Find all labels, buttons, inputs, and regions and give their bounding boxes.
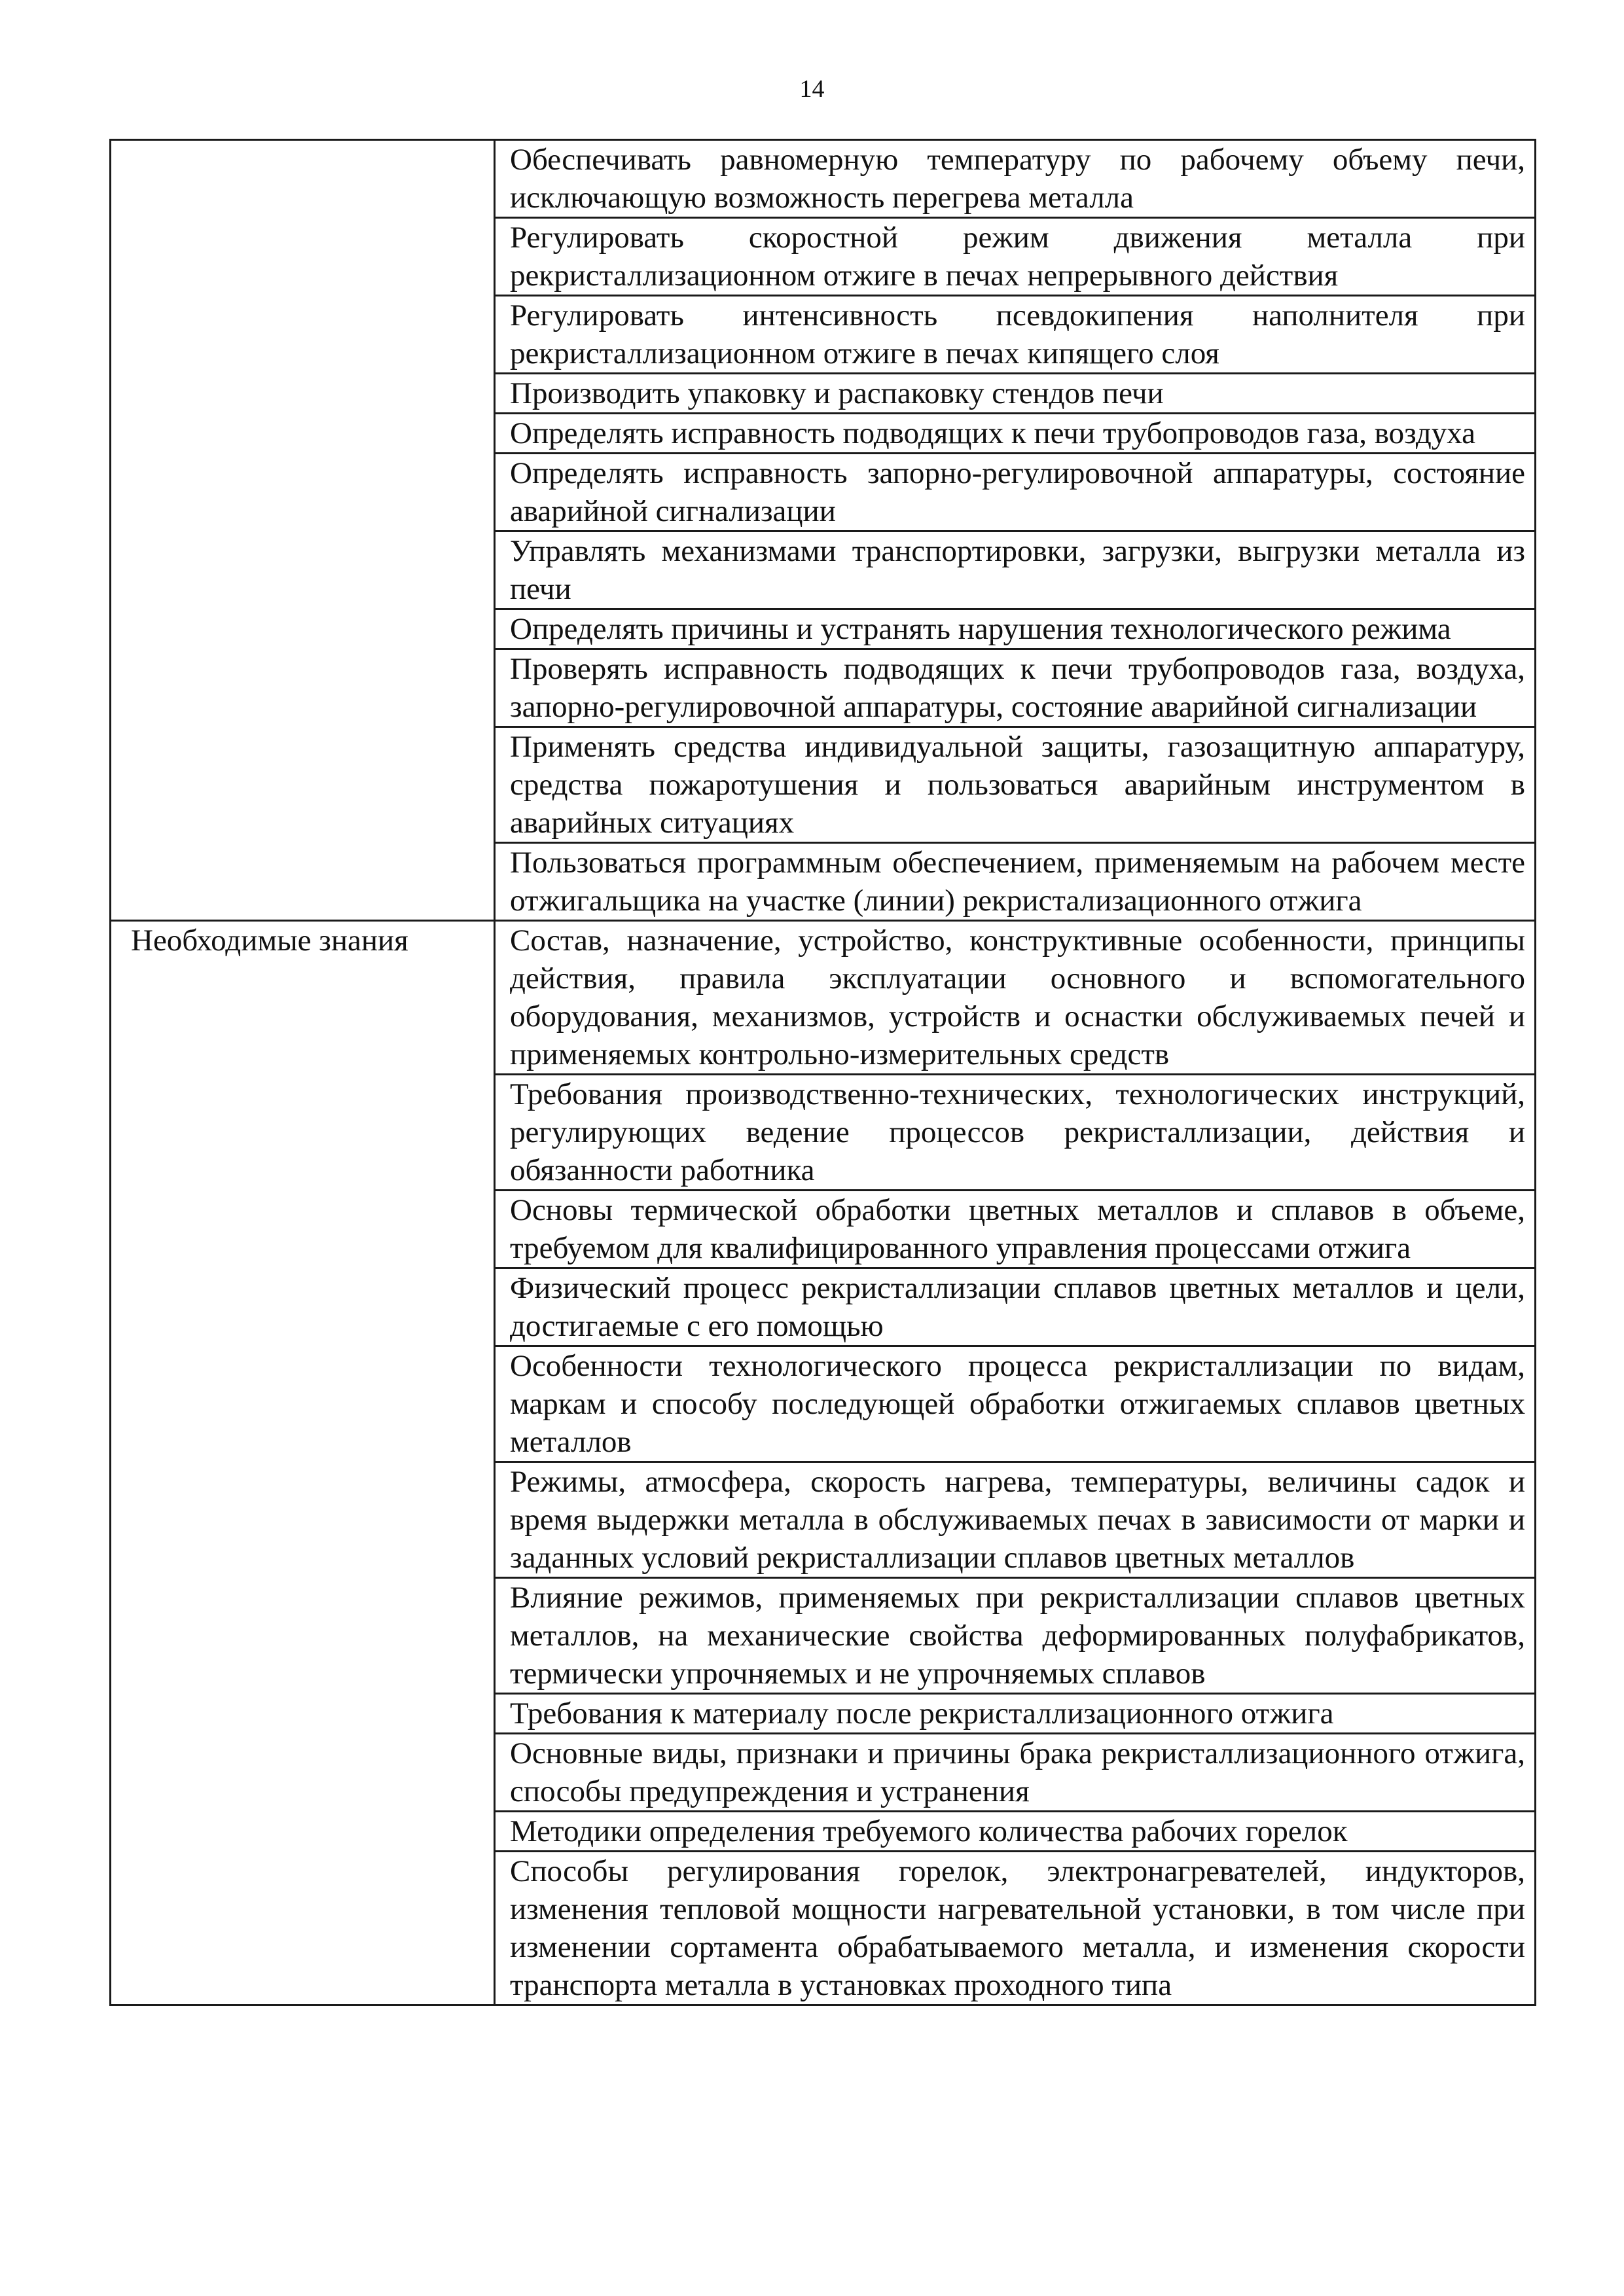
table-cell-item: Методики определения требуемого количества рабочих горелок [495,1812,1536,1852]
table-cell-item: Проверять исправность подводящих к печи трубопроводов газа, воздуха, запорно-регулировочной аппаратуры, состояние аварийной сигнализации [495,649,1536,727]
table-row [111,921,1536,1075]
table-cell-item: Влияние режимов, применяемых при рекристаллизации сплавов цветных металлов, на механические свойства деформированных полуфабрикатов, термически упрочняемых и не упрочняемых сплавов [495,1578,1536,1694]
page-number: 14 [799,75,825,103]
table-cell-item: Требования к материалу после рекристаллизационного отжига [495,1694,1536,1734]
table-cell-item: Способы регулирования горелок, электронагревателей, индукторов, изменения тепловой мощности нагревательной установки, в том числе при изменении сортамента обрабатываемого металла, и изменения скорости транспорта металла в установках проходного типа [495,1852,1536,2005]
section-label-skills [111,140,495,921]
table-cell-item: Физический процесс рекристаллизации сплавов цветных металлов и цели, достигаемые с его помощью [495,1268,1536,1346]
table-cell-item: Определять исправность подводящих к печи трубопроводов газа, воздуха [495,414,1536,454]
table-cell-item: Режимы, атмосфера, скорость нагрева, температуры, величины садок и время выдержки металла в обслуживаемых печах в зависимости от марки и заданных условий рекристаллизации сплавов цветных металлов [495,1462,1536,1578]
table-body [111,140,1536,2005]
table-cell-item: Управлять механизмами транспортировки, загрузки, выгрузки металла из печи [495,531,1536,609]
table-cell-item: Обеспечивать равномерную температуру по рабочему объему печи, исключающую возможность перегрева металла [495,140,1536,218]
table-cell-item: Применять средства индивидуальной защиты, газозащитную аппаратуру, средства пожаротушения и пользоваться аварийным инструментом в аварийных ситуациях [495,727,1536,843]
table-cell-item: Состав, назначение, устройство, конструктивные особенности, принципы действия, правила эксплуатации основного и вспомогательного оборудования, механизмов, устройств и оснастки обслуживаемых печей и применяемых контрольно-измерительных средств [495,921,1536,1075]
table-row [111,140,1536,218]
table-cell-item: Основные виды, признаки и причины брака рекристаллизационного отжига, способы предупреждения и устранения [495,1734,1536,1812]
table-cell-item: Особенности технологического процесса рекристаллизации по видам, маркам и способу последующей обработки отжигаемых сплавов цветных металлов [495,1346,1536,1462]
table-cell-item: Основы термической обработки цветных металлов и сплавов в объеме, требуемом для квалифицированного управления процессами отжига [495,1191,1536,1268]
table-cell-item: Пользоваться программным обеспечением, применяемым на рабочем месте отжигальщика на участке (линии) рекристализационного отжига [495,843,1536,921]
table-cell-item: Производить упаковку и распаковку стендов печи [495,374,1536,414]
table-cell-item: Требования производственно-технических, технологических инструкций, регулирующих ведение процессов рекристаллизации, действия и обязанности работника [495,1075,1536,1191]
table-cell-item: Определять причины и устранять нарушения технологического режима [495,609,1536,649]
table-cell-item: Регулировать скоростной режим движения металла при рекристаллизационном отжиге в печах непрерывного действия [495,218,1536,296]
section-label-knowledge: Необходимые знания [111,921,495,2005]
requirements-table [109,139,1536,2006]
table-cell-item: Определять исправность запорно-регулировочной аппаратуры, состояние аварийной сигнализации [495,454,1536,531]
table-cell-item: Регулировать интенсивность псевдокипения наполнителя при рекристаллизационном отжиге в печах кипящего слоя [495,296,1536,374]
